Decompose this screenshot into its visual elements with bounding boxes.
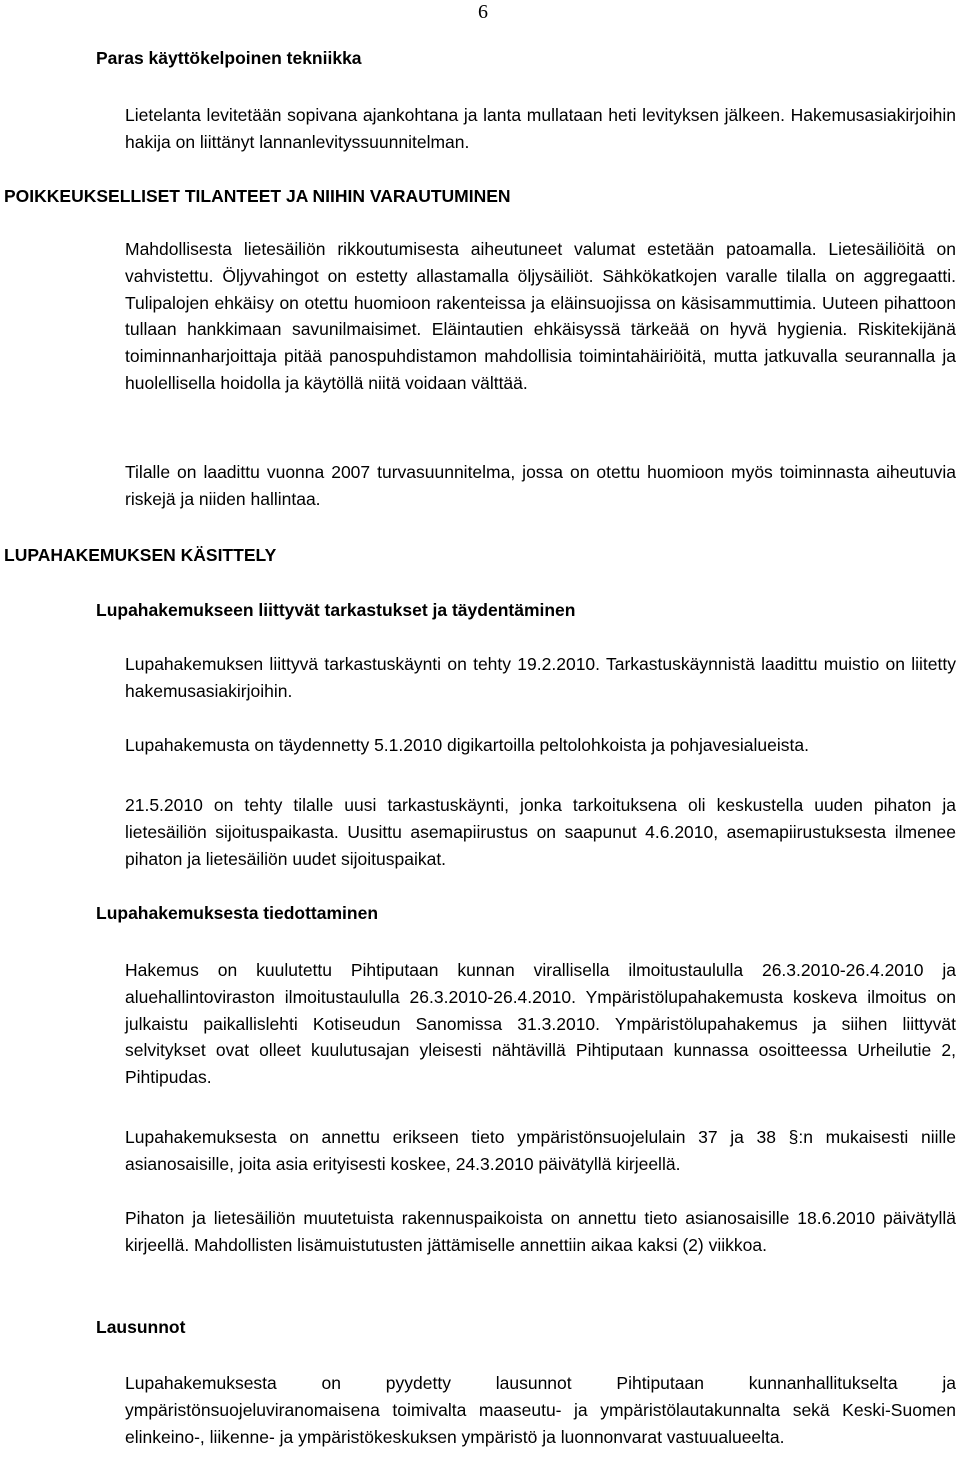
section-heading-application-processing: LUPAHAKEMUKSEN KÄSITTELY bbox=[4, 545, 277, 565]
paragraph-new-inspection: 21.5.2010 on tehty tilalle uusi tarkastuskäynti, jonka tarkoituksena oli keskustella uuden pihaton ja lietesäiliön sijoituspaikasta. Uusittu asemapiirustus on saapunut 4.6.2010, asemapiirustuksesta ilmenee pihaton ja lietesäiliön uudet sijoituspaikat. bbox=[125, 795, 956, 869]
paragraph-exceptional-situations: Mahdollisesta lietesäiliön rikkoutumisesta aiheutuneet valumat estetään patoamalla. Lietesäiliöitä on vahvistettu. Öljyvahingot on estetty allastamalla öljysäiliöt. Sähkökatkojen varalle tilalla on aggregaatti. Tulipalojen ehkäisy on otettu huomioon rakenteissa ja eläinsuojissa on käsisammuttimia. Uuteen pihattoon tullaan hankkimaan savunilmaisimet. Eläintautien ehkäisyssä tärkeää on hyvä hygienia. Riskitekijänä toiminnanharjoittaja pitää panospuhdistamon mahdollisia toimintahäiriöitä, mutta jatkuvalla seurannalla ja huolellisella hoidolla ja käytöllä niitä voidaan välttää. bbox=[125, 239, 956, 393]
paragraph-safety-plan: Tilalle on laadittu vuonna 2007 turvasuunnitelma, jossa on otettu huomioon myös toiminnasta aiheutuvia riskejä ja niiden hallintaa. bbox=[125, 462, 956, 509]
page-number: 6 bbox=[478, 1, 488, 23]
paragraph-changed-locations: Pihaton ja lietesäiliön muutetuista rakennuspaikoista on annettu tieto asianosaisille 18.6.2010 päivätyllä kirjeellä. Mahdollisten lisämuistutusten jättämiselle annettiin aikaa kaksi (2) viikkoa. bbox=[125, 1208, 956, 1255]
subheading-announcement: Lupahakemuksesta tiedottaminen bbox=[96, 903, 379, 923]
paragraph-statements: Lupahakemuksesta on pyydetty lausunnot Pihtiputaan kunnanhallitukselta ja ympäristönsuojeluviranomaisena toimivalta maaseutu- ja ympäristölautakunnalta sekä Keski-Suomen elinkeino-, liikenne- ja ympäristökeskuksen ympäristö ja luonnonvarat vastuualueelta. bbox=[125, 1373, 956, 1447]
paragraph-announcement: Hakemus on kuulutettu Pihtiputaan kunnan virallisella ilmoitustaululla 26.3.2010-26.4.2010 ja aluehallintoviraston ilmoitustaululla 26.3.2010-26.4.2010. Ympäristölupahakemusta koskeva ilmoitus on julkaistu paikallislehti Kotiseudun Sanomissa 31.3.2010. Ympäristölupahakemus ja siihen liittyvät selvitykset ovat olleet kuulutusajan yleisesti nähtävillä Pihtiputaan kunnassa osoitteessa Urheilutie 2, Pihtipudas. bbox=[125, 960, 956, 1088]
subheading-inspections: Lupahakemukseen liittyvät tarkastukset ja täydentäminen bbox=[96, 600, 576, 620]
paragraph-notice-parties: Lupahakemuksesta on annettu erikseen tieto ympäristönsuojelulain 37 ja 38 §:n mukaisesti niille asianosaisille, joita asia erityisesti koskee, 24.3.2010 päivätyllä kirjeellä. bbox=[125, 1127, 956, 1174]
subheading-statements: Lausunnot bbox=[96, 1317, 186, 1337]
section-heading-exceptional-situations: POIKKEUKSELLISET TILANTEET JA NIIHIN VARAUTUMINEN bbox=[4, 186, 511, 206]
paragraph-inspection-visit: Lupahakemuksen liittyvä tarkastuskäynti on tehty 19.2.2010. Tarkastuskäynnistä laadittu muistio on liitetty hakemusasiakirjoihin. bbox=[125, 654, 956, 701]
paragraph-supplement: Lupahakemusta on täydennetty 5.1.2010 digikartoilla peltolohkoista ja pohjavesialueista. bbox=[125, 735, 809, 755]
section-heading-bat: Paras käyttökelpoinen tekniikka bbox=[96, 48, 362, 68]
paragraph-bat: Lietelanta levitetään sopivana ajankohtana ja lanta mullataan heti levityksen jälkeen. Hakemusasiakirjoihin hakija on liittänyt lannanlevityssuunnitelman. bbox=[125, 105, 956, 152]
